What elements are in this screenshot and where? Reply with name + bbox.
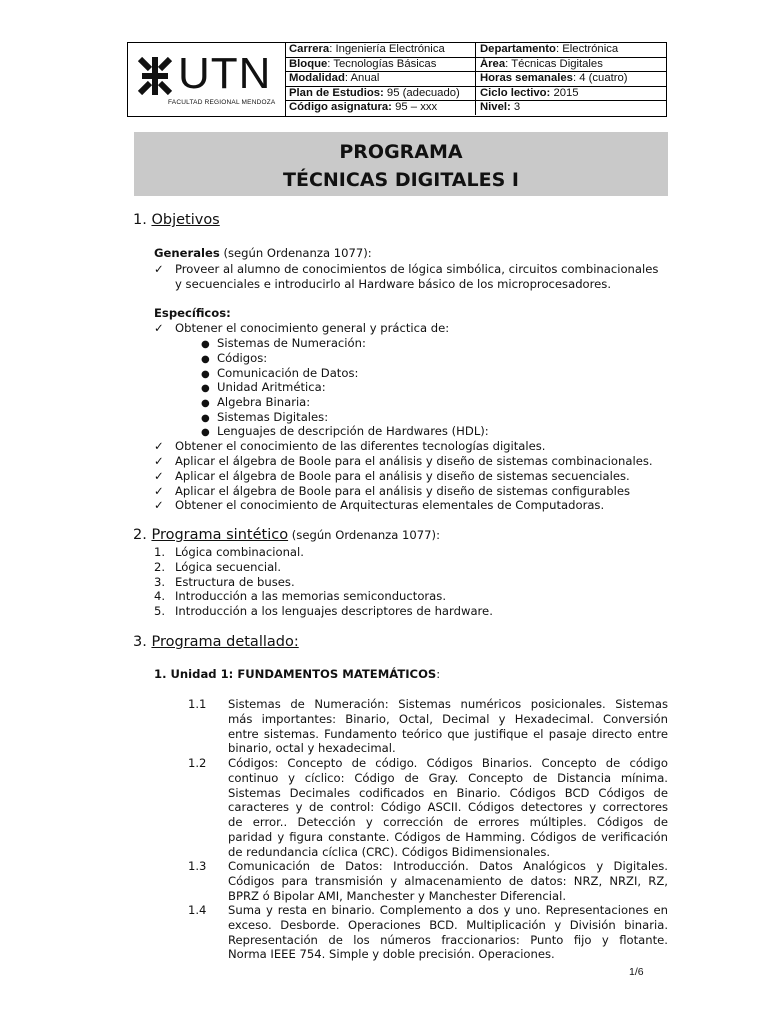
- unit-title: 1. Unidad 1: FUNDAMENTOS MATEMÁTICOS: [154, 667, 437, 681]
- header-label: Área: [480, 57, 506, 70]
- header-row: [285, 72, 666, 87]
- especificos-item: Obtener el conocimiento general y práctica de:: [175, 321, 450, 335]
- header-row: [285, 101, 666, 116]
- text-line: de error.. Detección y corrección de errores múltiples. Códigos de: [228, 815, 668, 830]
- bullet-item: Sistemas Digitales:: [217, 410, 329, 424]
- section-number: 3.: [133, 634, 152, 650]
- unit-heading: [154, 667, 440, 682]
- check-item: Obtener el conocimiento de Arquitecturas elementales de Computadoras.: [175, 498, 605, 512]
- list-number: 3.: [154, 575, 166, 589]
- logo-subtitle: FACULTAD REGIONAL MENDOZA: [168, 99, 276, 106]
- header-label: Plan de Estudios:: [289, 86, 384, 99]
- check-item: Aplicar el álgebra de Boole para el análisis y diseño de sistemas secuenciales.: [175, 469, 630, 483]
- text-line: de redundancia cíclica (CRC). Códigos Bidimensionales.: [228, 844, 551, 859]
- section-title: Objetivos: [151, 212, 220, 228]
- page-number: 1/6: [629, 966, 644, 978]
- subsection-text: [228, 859, 668, 903]
- list-number: 4.: [154, 589, 166, 603]
- check-icon: ✓: [154, 321, 164, 335]
- list-item: Lógica combinacional.: [175, 545, 304, 559]
- section-number: 1.: [133, 212, 152, 228]
- check-icon: ✓: [154, 469, 164, 483]
- list-item: Estructura de buses.: [175, 575, 295, 589]
- bullet-icon: ●: [201, 383, 210, 394]
- header-value: : Electrónica: [555, 43, 619, 55]
- section-heading-objetivos: [133, 212, 220, 228]
- header-label: Carrera: [289, 43, 330, 55]
- bullet-icon: ●: [201, 369, 210, 380]
- bullet-icon: ●: [201, 339, 210, 350]
- bullet-icon: ●: [201, 354, 210, 365]
- header-value: : Anual: [344, 72, 380, 85]
- logo-text: UTN: [178, 49, 272, 98]
- generales-heading: [154, 246, 372, 261]
- unit-colon: :: [436, 667, 441, 681]
- header-value: : Técnicas Digitales: [505, 57, 603, 70]
- generales-item-line: y secuenciales e introducirlo al Hardware básico de los microprocesadores.: [175, 277, 612, 291]
- header-value: : Tecnologías Básicas: [327, 57, 437, 70]
- list-number: 2.: [154, 560, 166, 574]
- subsection-number: 1.1: [188, 697, 207, 711]
- title-line2: TÉCNICAS DIGITALES I: [283, 169, 519, 191]
- text-line: Sistemas Decimales codificados en Binario. Códigos BCD Códigos de: [228, 785, 668, 800]
- bullet-item: Unidad Aritmética:: [217, 380, 326, 394]
- header-label: Departamento: [480, 43, 556, 55]
- bullet-icon: ●: [201, 413, 210, 424]
- check-icon: ✓: [154, 439, 164, 453]
- bullet-item: Sistemas de Numeración:: [217, 336, 366, 350]
- list-item: Introducción a las memorias semiconductoras.: [175, 589, 447, 603]
- header-value: 95 – xxx: [391, 101, 438, 114]
- text-line: Representación de los números fraccionarios: Punto fijo y flotante.: [228, 932, 668, 947]
- check-icon: ✓: [154, 498, 164, 512]
- subsection-text: [228, 903, 668, 962]
- subsection-number: 1.4: [188, 903, 207, 917]
- header-label: Código asignatura:: [289, 101, 392, 114]
- text-line: BPRZ ó Bipolar AMI, Manchester y Manchester Diferencial.: [228, 888, 567, 903]
- logo-cell: [128, 43, 286, 116]
- subsection-number: 1.2: [188, 756, 207, 770]
- list-item: Lógica secuencial.: [175, 560, 282, 574]
- generales-label: Generales: [154, 246, 220, 260]
- generales-item-line: Proveer al alumno de conocimientos de lógica simbólica, circuitos combinacionales: [175, 262, 659, 276]
- header-value: 95 (adecuado): [383, 86, 460, 99]
- text-line: Suma y resta en binario. Complemento a dos y uno. Representaciones en: [228, 903, 668, 917]
- check-icon: ✓: [154, 454, 164, 468]
- header-row: [285, 58, 666, 73]
- section-heading-detallado: [133, 634, 299, 650]
- bullet-item: Lenguajes de descripción de Hardwares (HDL):: [217, 424, 489, 438]
- text-line: Códigos: Concepto de código. Códigos Binarios. Concepto de código: [228, 756, 668, 770]
- section-title: Programa detallado:: [151, 634, 299, 650]
- header-row: [285, 43, 666, 58]
- text-line: caracteres y de control: Código ASCII. Códigos detectores y correctores: [228, 800, 668, 815]
- section-title: Programa sintético: [151, 527, 289, 543]
- check-icon: ✓: [154, 262, 164, 276]
- check-icon: ✓: [154, 484, 164, 498]
- subsection-number: 1.3: [188, 859, 207, 873]
- header-row: [285, 87, 666, 102]
- check-item: Obtener el conocimiento de las diferentes tecnologías digitales.: [175, 439, 546, 453]
- subsection-text: [228, 756, 668, 860]
- header-label: Ciclo lectivo:: [480, 86, 551, 99]
- especificos-label: Específicos:: [154, 306, 231, 320]
- text-line: Comunicación de Datos: Introducción. Datos Analógicos y Digitales.: [228, 859, 668, 873]
- section-note: (según Ordenanza 1077):: [288, 528, 440, 542]
- header-label: Nivel:: [480, 101, 511, 114]
- header-value: 2015: [550, 86, 579, 99]
- utn-logo-icon: [138, 57, 172, 95]
- text-line: continuo y cíclico: Código de Gray. Concepto de Distancia mínima.: [228, 770, 668, 785]
- section-number: 2.: [133, 527, 152, 543]
- bullet-icon: ●: [201, 398, 210, 409]
- text-line: Códigos para transmisión y almacenamiento de datos: NRZ, NRZI, RZ,: [228, 873, 668, 888]
- header-value: 3: [510, 101, 521, 114]
- header-table: [127, 42, 667, 117]
- header-label: Modalidad: [289, 72, 345, 85]
- header-value: : Ingeniería Electrónica: [329, 43, 445, 55]
- header-label: Bloque: [289, 57, 328, 70]
- check-item: Aplicar el álgebra de Boole para el análisis y diseño de sistemas configurables: [175, 484, 630, 498]
- text-line: paridad y figura constante. Códigos de Hamming. Códigos de verificación: [228, 829, 668, 844]
- bullet-icon: ●: [201, 427, 210, 438]
- bullet-item: Comunicación de Datos:: [217, 366, 359, 380]
- header-value: : 4 (cuatro): [572, 72, 628, 85]
- text-line: Norma IEEE 754. Simple y doble precisión. Operaciones.: [228, 947, 555, 962]
- title-line1: PROGRAMA: [339, 141, 463, 163]
- subsection-text: [228, 697, 668, 756]
- text-line: entre sistemas. Fundamento teórico que justifique el pasaje directo entre: [228, 726, 668, 741]
- text-line: exceso. Desborde. Operaciones BCD. Multiplicación y División binaria.: [228, 917, 668, 932]
- list-number: 5.: [154, 604, 166, 618]
- list-item: Introducción a los lenguajes descriptores de hardware.: [175, 604, 493, 618]
- text-line: Sistemas de Numeración: Sistemas numéricos posicionales. Sistemas: [228, 697, 668, 711]
- bullet-item: Códigos:: [217, 351, 268, 365]
- text-line: binario, octal y hexadecimal.: [228, 741, 396, 756]
- section-heading-sintetico: [133, 527, 440, 543]
- generales-note: (según Ordenanza 1077):: [219, 246, 372, 260]
- list-number: 1.: [154, 545, 166, 559]
- bullet-item: Algebra Binaria:: [217, 395, 311, 409]
- check-item: Aplicar el álgebra de Boole para el análisis y diseño de sistemas combinacionales.: [175, 454, 653, 468]
- title-band: [134, 132, 668, 196]
- header-label: Horas semanales: [480, 72, 573, 85]
- text-line: más importantes: Binario, Octal, Decimal y Hexadecimal. Conversión: [228, 711, 668, 726]
